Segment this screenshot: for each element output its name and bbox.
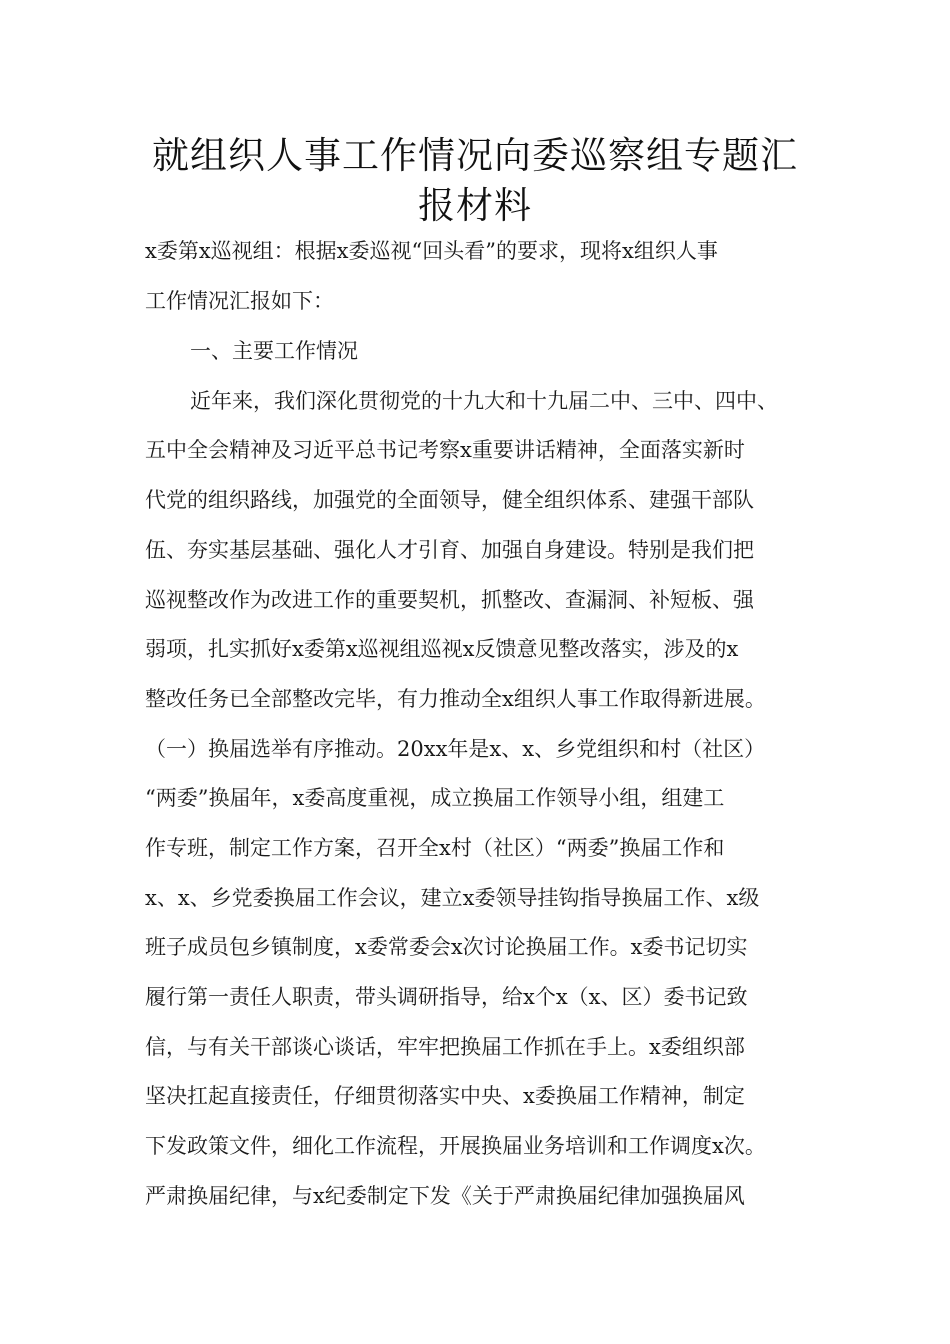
body-line: 坚决扛起直接责任，仔细贯彻落实中央、x委换届工作精神，制定: [145, 1084, 745, 1108]
body-line: 履行第一责任人职责，带头调研指导，给x个x（x、区）委书记致: [145, 985, 748, 1009]
body-line: 班子成员包乡镇制度，x委常委会x次讨论换届工作。x委书记切实: [145, 935, 748, 959]
body-line: x委第x巡视组：根据x委巡视“回头看”的要求，现将x组织人事: [145, 239, 718, 263]
body-line: 巡视整改作为改进工作的重要契机，抓整改、查漏洞、补短板、强: [145, 588, 754, 612]
body-line: 信，与有关干部谈心谈话，牢牢把换届工作抓在手上。x委组织部: [145, 1035, 745, 1059]
subsection-heading: （一）换届选举有序推动。20xx年是x、x、乡党组织和村（社区）: [145, 737, 766, 761]
body-line: 工作情况汇报如下：: [145, 289, 334, 313]
body-line: 下发政策文件，细化工作流程，开展换届业务培训和工作调度x次。: [145, 1134, 766, 1158]
body-line: 代党的组织路线，加强党的全面领导，健全组织体系、建强干部队: [145, 488, 754, 512]
body-line: 弱项，扎实抓好x委第x巡视组巡视x反馈意见整改落实，涉及的x: [145, 637, 739, 661]
body-line: x、x、乡党委换届工作会议，建立x委领导挂钩指导换届工作、x级: [145, 886, 760, 910]
document-title-line-2: 报材料: [418, 184, 532, 227]
body-line: 严肃换届纪律，与x纪委制定下发《关于严肃换届纪律加强换届风: [145, 1184, 745, 1208]
body-line: “两委”换届年，x委高度重视，成立换届工作领导小组，组建工: [145, 786, 725, 810]
body-line: 近年来，我们深化贯彻党的十九大和十九届二中、三中、四中、: [190, 389, 778, 413]
body-line: 五中全会精神及习近平总书记考察x重要讲话精神，全面落实新时: [145, 438, 745, 462]
body-line: 作专班，制定工作方案，召开全x村（社区）“两委”换届工作和: [145, 836, 725, 860]
body-line: 伍、夯实基层基础、强化人才引育、加强自身建设。特别是我们把: [145, 538, 754, 562]
section-heading: 一、主要工作情况: [190, 339, 358, 363]
document-title-line-1: 就组织人事工作情况向委巡察组专题汇: [152, 134, 798, 177]
body-line: 整改任务已全部整改完毕，有力推动全x组织人事工作取得新进展。: [145, 687, 766, 711]
